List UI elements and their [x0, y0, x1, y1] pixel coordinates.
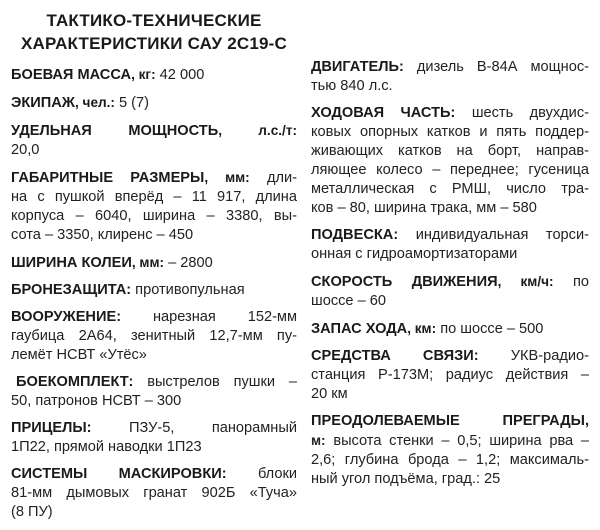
spec-range: [311, 319, 589, 339]
spec-unit: :: [128, 374, 134, 390]
spec-value: шесть двухдис-: [471, 105, 589, 121]
spec-value: сота – 3350, клиренс – 450: [11, 227, 194, 243]
spec-value: онная с гидроамортизаторами: [311, 246, 518, 262]
spec-unit: , мм:: [204, 170, 250, 185]
spec-value: – 2800: [168, 255, 213, 271]
spec-value: 50, патронов НСВТ – 300: [11, 393, 182, 409]
spec-unit: :: [126, 282, 132, 298]
spec-value: ный угол подъёма, град.: 25: [311, 471, 501, 487]
spec-value: шоссе – 60: [311, 293, 386, 309]
title-line-2: ХАРАКТЕРИСТИКИ САУ 2С19-С: [21, 34, 287, 53]
spec-unit: , км:: [407, 321, 437, 336]
spec-unit: :: [116, 309, 122, 325]
spec-value: ковых опорных катков и пять поддер-: [311, 124, 589, 140]
spec-communications: [311, 347, 589, 404]
spec-value: ПЗУ-5, панорамный: [128, 420, 297, 436]
spec-value: 42 000: [159, 67, 205, 83]
spec-value: по шоссе – 500: [440, 321, 544, 337]
spec-value: металлическая с РМШ, число тра-: [311, 181, 589, 197]
spec-value: корпуса – 6040, ширина – 3380, вы-: [11, 208, 297, 224]
spec-dimensions: [11, 168, 297, 245]
spec-key: ЭКИПАЖ: [11, 95, 75, 111]
spec-value: 81-мм дымовых гранат 902Б «Туча»: [11, 485, 297, 501]
spec-value: 2,6; глубина брода – 1,2; максималь-: [311, 452, 589, 468]
spec-value: живающих катков на борт, направ-: [311, 143, 589, 159]
spec-crew: [11, 93, 297, 113]
spec-unit: м:: [311, 433, 326, 448]
spec-value: гаубица 2А64, зенитный 12,7-мм пу-: [11, 328, 297, 344]
spec-unit: , чел.:: [75, 95, 115, 110]
spec-unit: , мм:: [131, 255, 165, 270]
spec-value: (8 ПУ): [11, 504, 53, 520]
spec-value: тью 840 л.с.: [311, 78, 393, 94]
spec-key: ДВИГАТЕЛЬ: [311, 59, 399, 75]
spec-engine: [311, 58, 589, 96]
spec-value: 5 (7): [119, 95, 150, 111]
spec-value: нарезная 152-мм: [152, 309, 297, 325]
spec-unit: , л.с./т:: [218, 123, 297, 138]
spec-value: дизель В-84А мощнос-: [416, 59, 589, 75]
spec-key: СКОРОСТЬ ДВИЖЕНИЯ: [311, 274, 498, 290]
spec-unit: ,: [584, 413, 589, 429]
spec-value: ляющее колесо – переднее; гусеница: [311, 162, 589, 178]
spec-key: ХОДОВАЯ ЧАСТЬ: [311, 105, 451, 121]
spec-suspension: [311, 226, 589, 264]
spec-unit: :: [393, 227, 399, 243]
spec-speed: [311, 272, 589, 311]
spec-value: дли-: [266, 170, 297, 186]
spec-value: выстрелов пушки –: [147, 374, 297, 390]
spec-power-to-weight: [11, 121, 297, 160]
spec-value: блоки: [257, 466, 297, 482]
spec-value: по: [572, 274, 589, 290]
spec-unit: :: [86, 420, 92, 436]
spec-track-gauge: [11, 253, 297, 273]
spec-unit: :: [450, 105, 456, 121]
spec-unit: , км/ч:: [497, 274, 554, 289]
title-line-1: ТАКТИКО-ТЕХНИЧЕСКИЕ: [46, 11, 262, 30]
spec-obstacles: [311, 412, 589, 489]
spec-value: 1П22, прямой наводки 1П23: [11, 439, 202, 455]
spec-key: ПРИЦЕЛЫ: [11, 420, 87, 436]
spec-value: станция Р-173М; радиус действия –: [311, 367, 589, 383]
spec-key: ПОДВЕСКА: [311, 227, 394, 243]
spec-key: УДЕЛЬНАЯ МОЩНОСТЬ: [11, 123, 219, 139]
spec-value: лемёт НСВТ «Утёс»: [11, 347, 147, 363]
spec-key: БРОНЕЗАЩИТА: [11, 282, 127, 298]
spec-key: ПРЕОДОЛЕВАЕМЫЕ ПРЕГРАДЫ: [311, 413, 585, 429]
spec-value: ков – 80, ширина трака, мм – 580: [311, 200, 537, 216]
spec-armor: [11, 281, 297, 300]
spec-key: СРЕДСТВА СВЯЗИ: [311, 348, 474, 364]
spec-sights: [11, 419, 297, 457]
spec-key: ГАБАРИТНЫЕ РАЗМЕРЫ: [11, 170, 205, 186]
spec-armament: [11, 308, 297, 365]
spec-key: ВООРУЖЕНИЕ: [11, 309, 117, 325]
spec-unit: , кг:: [131, 67, 156, 82]
page-title: [11, 9, 297, 55]
spec-unit: :: [398, 59, 404, 75]
spec-value: УКВ-радио-: [510, 348, 589, 364]
spec-running-gear: [311, 104, 589, 218]
spec-key: ШИРИНА КОЛЕИ: [11, 255, 132, 271]
spec-key: БОЕВАЯ МАССА: [11, 67, 132, 83]
spec-camouflage: [11, 465, 297, 522]
spec-unit: :: [221, 466, 227, 482]
spec-value: м: высота стенки – 0,5; ширина рва –: [311, 433, 589, 449]
right-column: [311, 58, 589, 497]
spec-value: 20,0: [11, 142, 40, 158]
spec-key: ЗАПАС ХОДА: [311, 321, 408, 337]
spec-value: 20 км: [311, 386, 348, 402]
spec-value: на с пушкой вперёд – 11 917, длина: [11, 189, 297, 205]
spec-unit: :: [473, 348, 479, 364]
left-column: [11, 0, 297, 530]
spec-value: противопульная: [135, 282, 245, 298]
spec-ammunition: [11, 373, 297, 411]
spec-key: БОЕКОМПЛЕКТ: [16, 374, 129, 390]
spec-value: индивидуальная торси-: [415, 227, 589, 243]
spec-combat-weight: [11, 65, 297, 85]
spec-key: СИСТЕМЫ МАСКИРОВКИ: [11, 466, 222, 482]
